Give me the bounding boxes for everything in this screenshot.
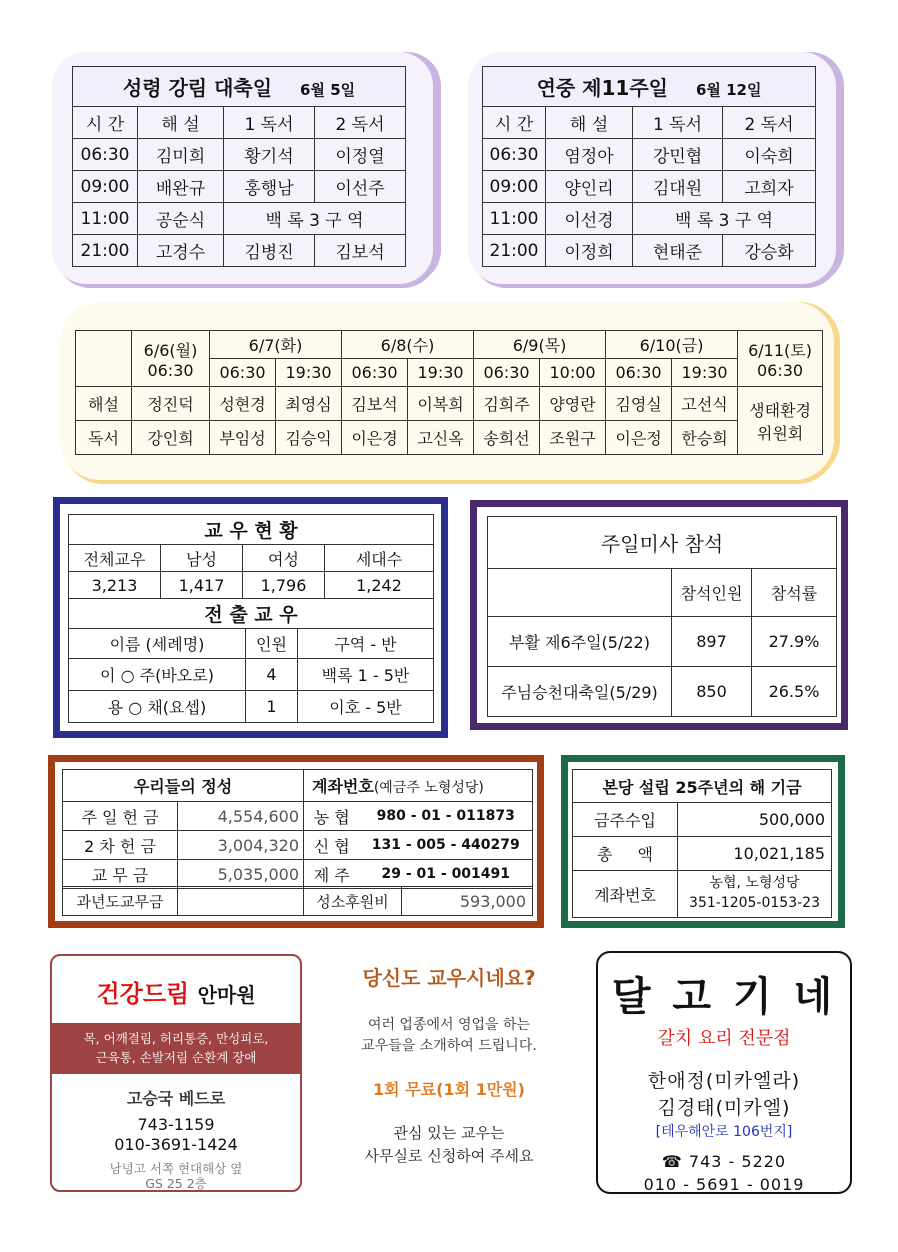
table-cell: 06:30 [342,359,408,387]
table-row [483,139,816,171]
table-cell: 주 일 헌 금 [63,802,178,831]
table-row [488,667,837,717]
table-cell: 김병진 [224,235,315,267]
table-row [63,802,533,831]
table-row [73,139,406,171]
table-row [76,421,823,455]
table-cell: 강민협 [633,139,723,171]
table-cell: 전체교우 [69,545,161,572]
table-cell: 용 ○ 채(요셉) [69,691,246,723]
offering-last-row [62,886,533,916]
attendance-title: 주일미사 참석 [488,517,837,569]
table-cell: 1,242 [325,572,434,599]
table-cell: 1,417 [161,572,243,599]
table-cell: 06:30 [606,359,672,387]
table-cell: 계좌번호(예금주 노형성당) [304,770,533,802]
table-row [73,203,406,235]
table-cell: 06:30 [474,359,540,387]
table-cell: 현태준 [633,235,723,267]
table-cell: 김보석 [315,235,406,267]
table-cell: 배완규 [138,171,224,203]
table-cell: 김희주 [474,387,540,421]
massage-ad [50,954,302,1192]
attendance-table [487,516,837,717]
ordinary11-schedule-table [482,66,816,267]
table-cell: 21:00 [483,235,546,267]
table-cell: 2 독서 [723,107,816,139]
table-cell: 해 설 [138,107,224,139]
table-cell: 5,035,000 [178,860,304,889]
table-cell: 2 독서 [315,107,406,139]
table-cell: 이정희 [546,235,633,267]
table-cell: 여성 [243,545,325,572]
table-cell: 신 협 [304,831,360,860]
table-cell: 10,021,185 [678,837,832,871]
table-row [573,871,832,918]
massage-brand: 건강드림 안마원 [96,980,256,1008]
table-cell: 21:00 [73,235,138,267]
massage-owner: 고승국 베드로 [126,1088,226,1108]
restaurant-name: 달 고 기 네 [611,974,837,1020]
table-cell: 강인희 [132,421,210,455]
date-6-6: 6/6(월) 06:30 [132,331,210,387]
fund-table [572,769,832,918]
table-cell: 주님승천대축일(5/29) [488,667,672,717]
table-cell: 897 [672,617,752,667]
table-row [483,171,816,203]
table-cell: 해설 [76,387,132,421]
table-cell: 850 [672,667,752,717]
table-cell: 1 독서 [224,107,315,139]
table-cell: 6/7(화) [210,331,342,359]
table-cell: 2 차 헌 금 [63,831,178,860]
table-cell: 06:30 [73,139,138,171]
table-cell: 4 [246,659,298,691]
table-cell: 구역 - 반 [298,629,434,659]
table-row [63,860,533,889]
table-cell: 이은정 [606,421,672,455]
table-cell: 김승익 [276,421,342,455]
table-cell: 농 협 [304,802,360,831]
date-6-11: 6/11(토) 06:30 [738,331,823,387]
pentecost-title: 성령 강림 대축일 6월 5일 [73,67,406,107]
table-row [573,803,832,837]
table-cell: 계좌번호 [573,871,678,918]
table-cell: 김대원 [633,171,723,203]
moveout-title: 전 출 교 우 [69,599,434,629]
table-cell: 29 - 01 - 001491 [360,860,533,889]
parishioners-table [68,514,434,599]
table-cell: 강승화 [723,235,816,267]
table-cell: 참석률 [752,569,837,617]
restaurant-address: [테우해안로 106번지] [655,1124,793,1141]
table-cell: 성소후원비 [304,887,402,916]
promo-block: 당신도 교우시네요? 여러 업종에서 영업을 하는 교우들을 소개하여 드립니다. 1회 무료(1회 1만원) 관심 있는 교우는 사무실로 신청하여 주세요 [318,962,580,1169]
table-row [73,235,406,267]
table-row [573,837,832,871]
table-cell: 이 ○ 주(바오로) [69,659,246,691]
table-cell: 1,796 [243,572,325,599]
table-row [69,691,434,723]
table-row [483,235,816,267]
table-cell: 이름 (세례명) [69,629,246,659]
table-cell: 총 액 [573,837,678,871]
table-cell: 이복희 [408,387,474,421]
offering-title: 우리들의 정성 [63,770,304,802]
table-cell: 인원 [246,629,298,659]
table-cell: 교 무 금 [63,860,178,889]
table-cell: 세대수 [325,545,434,572]
table-cell: 김보석 [342,387,408,421]
table-cell: 19:30 [408,359,474,387]
table-cell: 06:30 [210,359,276,387]
restaurant-phone: ☎ 743 - 5220 010 - 5691 - 0019 [643,1152,805,1194]
table-cell: 해 설 [546,107,633,139]
fund-title: 본당 설립 25주년의 해 기금 [573,770,832,803]
table-cell: 고선식 [672,387,738,421]
table-cell: 131 - 005 - 440279 [360,831,533,860]
table-cell: 09:00 [483,171,546,203]
table-cell: 이호 - 5반 [298,691,434,723]
table-cell: 27.9% [752,617,837,667]
table-cell: 이정열 [315,139,406,171]
parishioners-title: 교 우 현 황 [69,515,434,545]
table-cell: 농협, 노형성당 351-1205-0153-23 [678,871,832,918]
table-cell: 500,000 [678,803,832,837]
table-row [73,171,406,203]
table-cell: 1 독서 [633,107,723,139]
table-cell: 11:00 [483,203,546,235]
table-cell: 980 - 01 - 011873 [360,802,533,831]
table-cell: 양인리 [546,171,633,203]
table-cell: 6/8(수) [342,331,474,359]
table-cell: 19:30 [672,359,738,387]
table-cell: 593,000 [402,887,533,916]
table-row [483,203,816,235]
pentecost-schedule-table [72,66,406,267]
table-cell: 고신옥 [408,421,474,455]
table-cell: 4,554,600 [178,802,304,831]
table-cell: 홍행남 [224,171,315,203]
table-cell: 6/9(목) [474,331,606,359]
table-cell: 시 간 [73,107,138,139]
promo-title: 당신도 교우시네요? [362,966,536,990]
table-cell: 김미희 [138,139,224,171]
eco-committee: 생태환경 위원회 [738,387,823,455]
table-cell: 한승희 [672,421,738,455]
table-cell: 부임성 [210,421,276,455]
table-cell: 참석인원 [672,569,752,617]
weekday-schedule-table [75,330,823,455]
table-row [63,831,533,860]
table-cell: 이선주 [315,171,406,203]
table-cell: 황기석 [224,139,315,171]
table-cell: 최영심 [276,387,342,421]
table-cell: 과년도교무금 [63,887,178,916]
table-row [69,659,434,691]
ordinary11-title: 연중 제11주일 6월 12일 [483,67,816,107]
table-cell: 양영란 [540,387,606,421]
table-cell: 고경수 [138,235,224,267]
table-cell [76,331,132,387]
table-cell [488,569,672,617]
table-cell: 시 간 [483,107,546,139]
table-cell: 정진덕 [132,387,210,421]
table-cell: 3,004,320 [178,831,304,860]
table-cell: 백록 1 - 5반 [298,659,434,691]
table-cell: 조원구 [540,421,606,455]
table-cell: 이은경 [342,421,408,455]
table-row [488,617,837,667]
table-row [76,387,823,421]
restaurant-ad: 달 고 기 네 갈치 요리 전문점 한애정(미카엘라) 김경태(미카엘) [테우해안로 106번지] ☎ 743 - 5220 010 - 5691 - 0019 [596,951,852,1194]
massage-address: 남녕고 서쪽 현대해상 옆 GS 25 2층 [109,1160,243,1191]
table-cell: 10:00 [540,359,606,387]
table-cell: 06:30 [483,139,546,171]
table-cell: 3,213 [69,572,161,599]
offering-table [62,769,533,889]
massage-services: 목, 어깨결림, 허리통증, 만성피로, 근육통, 손발저림 순환계 장애 [52,1023,300,1074]
table-cell: 19:30 [276,359,342,387]
table-cell: 1 [246,691,298,723]
table-cell: 공순식 [138,203,224,235]
table-cell: 6/10(금) [606,331,738,359]
table-cell: 이숙희 [723,139,816,171]
table-cell: 독서 [76,421,132,455]
massage-phone: 743-1159 010-3691-1424 [114,1114,238,1154]
table-cell: 백 록 3 구 역 [633,203,816,235]
table-cell: 송희선 [474,421,540,455]
table-cell: 26.5% [752,667,837,717]
table-cell: 고희자 [723,171,816,203]
table-cell: 백 록 3 구 역 [224,203,406,235]
table-cell: 성현경 [210,387,276,421]
table-cell: 김영실 [606,387,672,421]
table-cell: 염정아 [546,139,633,171]
table-cell: 남성 [161,545,243,572]
table-cell: 부활 제6주일(5/22) [488,617,672,667]
moveout-table [68,598,434,723]
table-cell: 제 주 [304,860,360,889]
table-cell: 09:00 [73,171,138,203]
table-cell: 금주수입 [573,803,678,837]
table-cell: 11:00 [73,203,138,235]
promo-price: 1회 무료(1회 1만원) [373,1080,525,1099]
table-cell: 이선경 [546,203,633,235]
restaurant-subtitle: 갈치 요리 전문점 [657,1028,791,1049]
table-cell [178,887,304,916]
